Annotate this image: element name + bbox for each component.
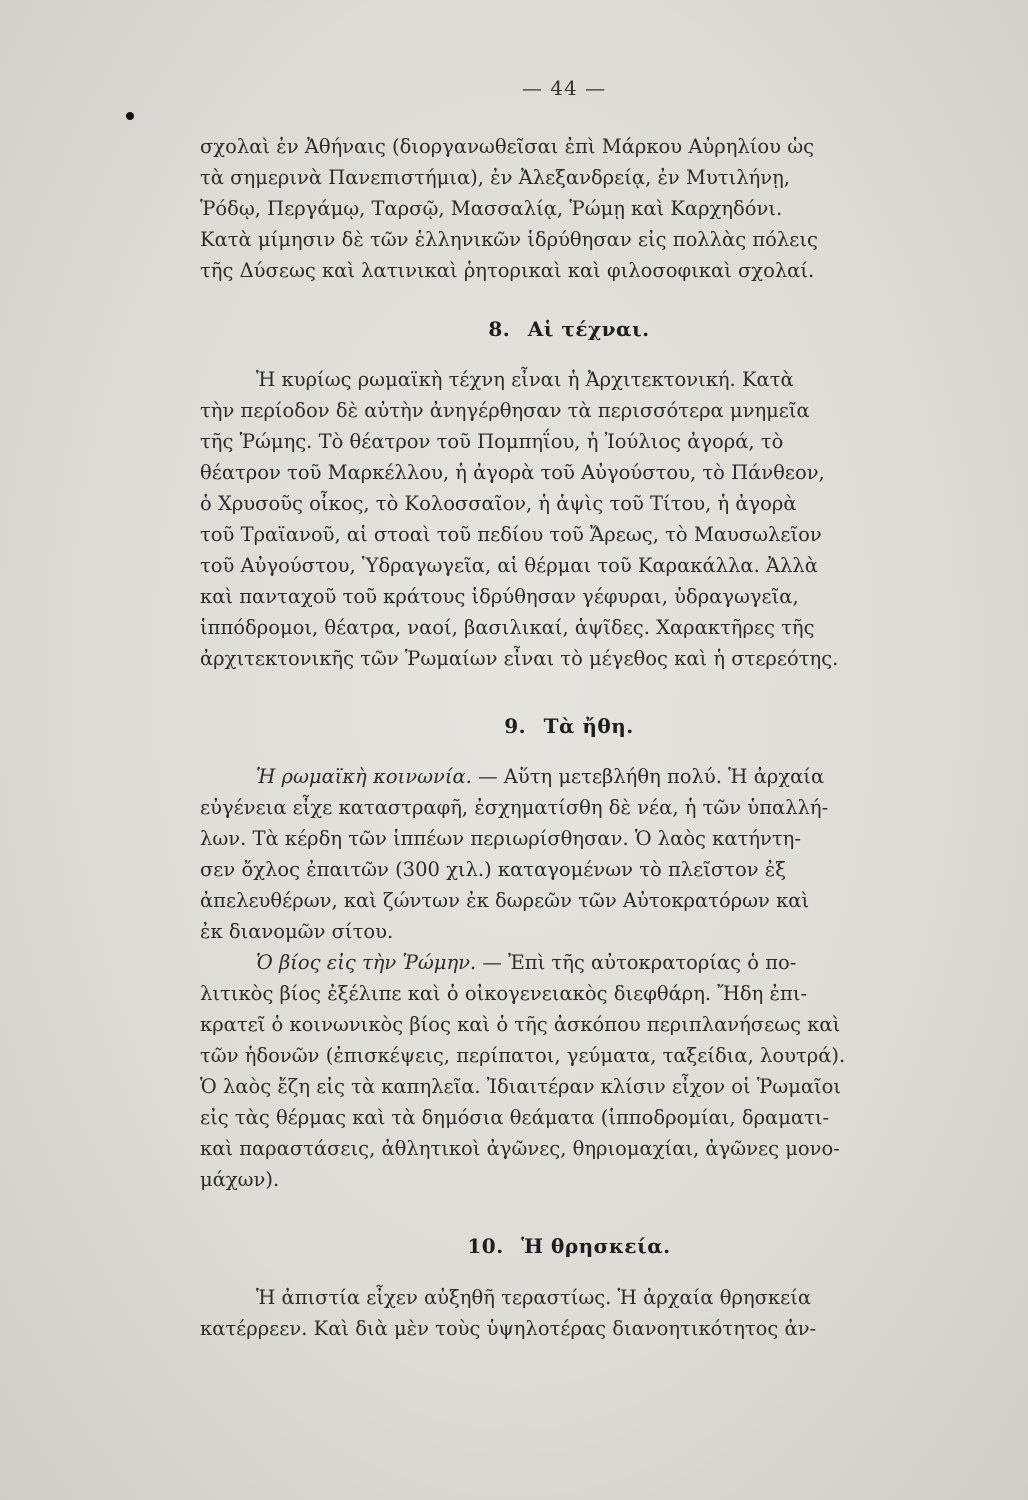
text-line: κρατεῖ ὁ κοινωνικὸς βίος καὶ ὁ τῆς ἀσκόπου περιπλανήσεως καὶ	[200, 1013, 841, 1036]
section-9-paragraphs	[200, 761, 938, 1195]
text-line: λων. Τὰ κέρδη τῶν ἱππέων περιωρίσθησαν. Ὁ λαὸς κατήντη-	[200, 827, 801, 850]
text-line: ἐκ διανομῶν σίτου.	[200, 920, 394, 943]
text-line: σεν ὄχλος ἐπαιτῶν (300 χιλ.) καταγομένων τὸ πλεῖστον ἐξ	[200, 858, 786, 881]
text-line: σχολαὶ ἐν Ἀθήναις (διοργανωθεῖσαι ἐπὶ Μάρκου Αὐρηλίου ὡς	[200, 135, 815, 158]
ink-dot	[126, 112, 134, 120]
text-line: λιτικὸς βίος ἐξέλιπε καὶ ὁ οἰκογενειακὸς διεφθάρη. Ἤδη ἐπι-	[200, 982, 808, 1005]
section-10-title: Ἡ θρησκεία.	[521, 1234, 671, 1258]
text-line: Ἡ κυρίως ρωμαϊκὴ τέχνη εἶναι ἡ Ἀρχιτεκτονική. Κατὰ	[256, 368, 794, 391]
text-line: τῆς Ῥώμης. Τὸ θέατρον τοῦ Πομπηΐου, ἡ Ἰούλιος ἀγορά, τὸ	[200, 430, 784, 453]
text-line: θέατρον τοῦ Μαρκέλλου, ἡ ἀγορὰ τοῦ Αὐγούστου, τὸ Πάνθεον,	[200, 461, 825, 484]
text-line: εὐγένεια εἶχε καταστραφῆ, ἐσχηματίσθη δὲ νέα, ἡ τῶν ὑπαλλή-	[200, 796, 829, 819]
text-line: μάχων).	[200, 1168, 280, 1191]
text-line: Ἡ ἀπιστία εἶχεν αὐξηθῆ τεραστίως. Ἡ ἀρχαία θρησκεία	[256, 1286, 812, 1309]
section-9-title: Τὰ ἤθη.	[543, 714, 634, 738]
intro-paragraph	[200, 131, 938, 286]
text-fragment: — Αὕτη μετεβλήθη πολύ. Ἡ ἀρχαία	[471, 765, 825, 788]
section-10-paragraph	[200, 1282, 938, 1344]
text-fragment: — Ἐπὶ τῆς αὐτοκρατορίας ὁ πο-	[476, 951, 797, 974]
text-line: ἱππόδρομοι, θέατρα, ναοί, βασιλικαί, ἁψῖδες. Χαρακτῆρες τῆς	[200, 616, 815, 639]
text-line: Ῥόδῳ, Περγάμῳ, Ταρσῷ, Μασσαλίᾳ, Ῥώμῃ καὶ Καρχηδόνι.	[200, 197, 783, 220]
section-8-heading	[200, 317, 938, 341]
subheading-roman-society: Ἡ ρωμαϊκὴ κοινωνία.	[256, 765, 472, 788]
text-line: τὰ σημερινὰ Πανεπιστήμια), ἐν Ἀλεξανδρείᾳ, ἐν Μυτιλήνῃ,	[200, 166, 791, 189]
text-line: Ὁ λαὸς ἔζη εἰς τὰ καπηλεῖα. Ἰδιαιτέραν κλίσιν εἶχον οἱ Ῥωμαῖοι	[200, 1075, 842, 1098]
text-line: Κατὰ μίμησιν δὲ τῶν ἑλληνικῶν ἱδρύθησαν εἰς πολλὰς πόλεις	[200, 228, 818, 251]
section-8-paragraph	[200, 364, 938, 674]
text-line	[200, 761, 938, 792]
text-line	[200, 947, 938, 978]
text-line: τῶν ἡδονῶν (ἐπισκέψεις, περίπατοι, γεύματα, ταξείδια, λουτρά).	[200, 1044, 846, 1067]
section-10-number: 10.	[467, 1234, 504, 1258]
section-10-heading	[200, 1234, 938, 1258]
section-9-heading	[200, 714, 938, 738]
text-line: τοῦ Αὐγούστου, Ὑδραγωγεῖα, αἱ θέρμαι τοῦ Καρακάλλα. Ἀλλὰ	[200, 554, 818, 577]
text-line: καὶ παραστάσεις, ἀθλητικοὶ ἀγῶνες, θηριομαχίαι, ἀγῶνες μονο-	[200, 1137, 840, 1160]
text-line: τοῦ Τραϊανοῦ, αἱ στοαὶ τοῦ πεδίου τοῦ Ἄρεως, τὸ Μαυσωλεῖον	[200, 523, 822, 546]
text-line: κατέρρεεν. Καὶ διὰ μὲν τοὺς ὑψηλοτέρας διανοητικότητος ἀν-	[200, 1317, 817, 1340]
section-9-number: 9.	[504, 714, 527, 738]
section-8-title: Αἱ τέχναι.	[527, 317, 650, 341]
text-line: τῆς Δύσεως καὶ λατινικαὶ ῥητορικαὶ καὶ φιλοσοφικαὶ σχολαί.	[200, 259, 815, 282]
section-8-number: 8.	[488, 317, 511, 341]
subheading-life-in-rome: Ὁ βίος εἰς τὴν Ῥώμην.	[256, 951, 477, 974]
text-line: τὴν περίοδον δὲ αὐτὴν ἀνηγέρθησαν τὰ περισσότερα μνημεῖα	[200, 399, 810, 422]
text-line: εἰς τὰς θέρμας καὶ τὰ δημόσια θεάματα (ἱπποδρομίαι, δραματι-	[200, 1106, 830, 1129]
text-line: καὶ πανταχοῦ τοῦ κράτους ἱδρύθησαν γέφυραι, ὑδραγωγεῖα,	[200, 585, 799, 608]
page-number: — 44 —	[521, 76, 607, 100]
text-line: ἀπελευθέρων, καὶ ζώντων ἐκ δωρεῶν τῶν Αὐτοκρατόρων καὶ	[200, 889, 810, 912]
text-line: ἀρχιτεκτονικῆς τῶν Ῥωμαίων εἶναι τὸ μέγεθος καὶ ἡ στερεότης.	[200, 647, 839, 670]
text-line: ὁ Χρυσοῦς οἶκος, τὸ Κολοσσαῖον, ἡ ἁψὶς τοῦ Τίτου, ἡ ἀγορὰ	[200, 492, 797, 515]
